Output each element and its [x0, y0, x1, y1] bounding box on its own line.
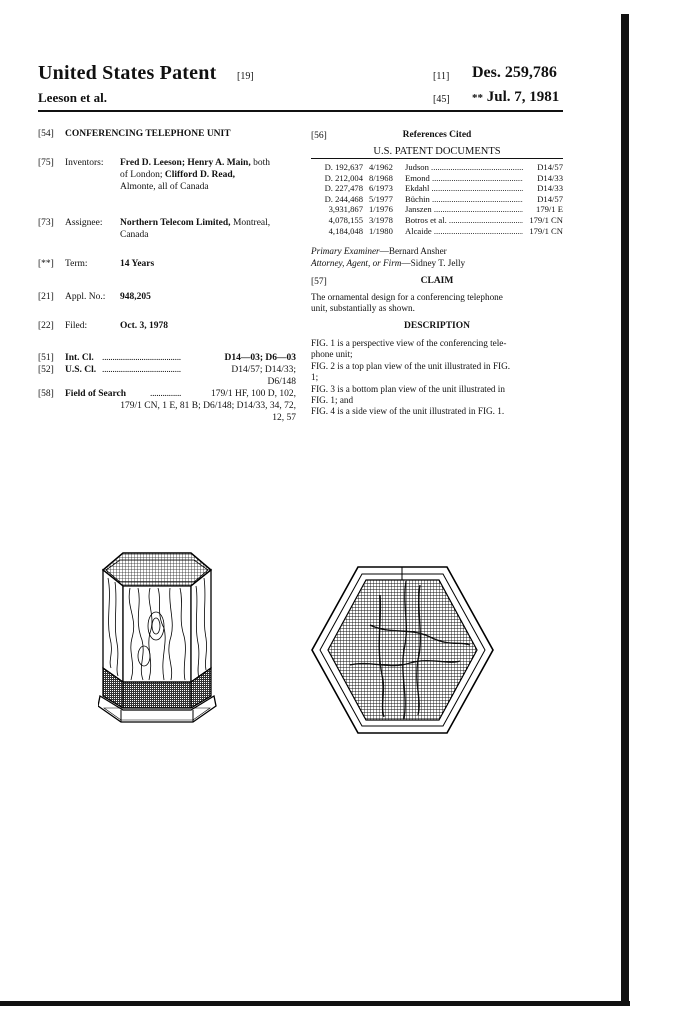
reference-number: D. 192,637 — [324, 162, 363, 172]
reference-number: 4,184,048 — [328, 225, 363, 236]
application-number: 948,205 — [120, 292, 151, 302]
field-code: [56] — [311, 131, 327, 141]
attorney-label: Attorney, Agent, or Firm — [311, 258, 402, 268]
patent-number: Des. 259,786 — [472, 64, 557, 81]
description-line: FIG. 1; and — [311, 395, 354, 406]
reference-name — [405, 194, 523, 205]
int-cl-text: D14—03; D6—03 — [224, 353, 296, 363]
filed-date: Oct. 3, 1978 — [120, 321, 169, 331]
figure-1-perspective-drawing — [98, 548, 233, 738]
reference-name-text: Ekdahl — [405, 183, 430, 194]
description-line: FIG. 2 is a top plan view of the unit illustrated in FIG. — [311, 360, 511, 371]
reference-date: 1/1976 — [369, 204, 393, 215]
patent-date — [472, 89, 559, 106]
leader-dots: ...................................... — [102, 353, 181, 363]
field-label: Field of Search — [65, 389, 127, 399]
reference-class: D14/57 — [537, 162, 563, 172]
inventor-text: of London; — [120, 170, 165, 180]
reference-row — [311, 226, 563, 237]
reference-class: D14/57 — [537, 193, 563, 204]
inventor-names: Fred D. Leeson; Henry A. Main, — [120, 158, 251, 168]
description-line: 1; — [311, 372, 319, 383]
field-code: [57] — [311, 277, 327, 287]
inventor-text: both — [250, 158, 270, 168]
reference-class: D14/33 — [537, 172, 563, 183]
heading-code: [19] — [237, 71, 254, 82]
field-label: Int. Cl. — [65, 353, 94, 363]
bottom-edge-rule — [0, 1001, 630, 1006]
header-rule — [38, 110, 563, 112]
claim-title: CLAIM — [420, 276, 454, 286]
reference-number: 3,931,867 — [328, 204, 363, 215]
assignee-text: Montreal, — [230, 218, 271, 228]
field-label: Assignee: — [65, 218, 103, 228]
reference-class: 179/1 CN — [529, 214, 563, 225]
reference-number: 4,078,155 — [328, 214, 363, 225]
us-cl-value-2: D6/148 — [267, 377, 296, 387]
patent-heading: United States Patent — [38, 62, 217, 84]
references-table — [311, 162, 563, 236]
attorney-name: —Sidney T. Jelly — [401, 258, 466, 268]
reference-name-text: Janszen — [405, 204, 432, 215]
description-line: FIG. 4 is a side view of the unit illustrated in FIG. 1. — [311, 406, 505, 417]
assignee-name: Northern Telecom Limited, — [120, 218, 231, 228]
reference-row — [311, 183, 563, 194]
field-label: Term: — [65, 259, 88, 269]
references-rule — [311, 158, 563, 159]
term-field — [38, 258, 296, 270]
field-code: [52] — [38, 365, 54, 375]
field-label: U.S. Cl. — [65, 365, 97, 375]
assignee-field — [38, 217, 296, 243]
field-code: [**] — [38, 259, 54, 269]
leader-dots — [432, 204, 523, 214]
reference-class: D14/33 — [537, 183, 563, 194]
assignee-text: Canada — [120, 230, 149, 240]
figure-2-top-plan-drawing — [310, 565, 495, 735]
reference-date: 6/1973 — [369, 183, 393, 194]
reference-row — [311, 194, 563, 205]
leader-dots — [429, 162, 523, 172]
description-line: phone unit; — [311, 349, 353, 360]
reference-class: 179/1 E — [536, 204, 563, 215]
inventor-names: Clifford D. Read, — [164, 170, 236, 180]
field-code: [73] — [38, 218, 54, 228]
reference-class: 179/1 CN — [529, 225, 563, 236]
number-code: [11] — [433, 71, 450, 82]
reference-name — [405, 215, 523, 226]
inventors-field — [38, 157, 296, 197]
field-code: [75] — [38, 158, 54, 168]
date-mark: ** — [472, 92, 483, 104]
leader-dots: ...................................... — [102, 365, 181, 375]
reference-date: 8/1968 — [369, 172, 393, 183]
leader-dots — [430, 194, 523, 204]
search-line-2: 179/1 CN, 1 E, 81 B; D6/148; D14/33, 34, 72, — [120, 401, 296, 411]
reference-row — [311, 173, 563, 184]
attorney-line — [311, 258, 563, 269]
field-of-search — [38, 388, 296, 428]
reference-date: 4/1962 — [369, 162, 393, 172]
reference-row — [311, 204, 563, 215]
authors: Leeson et al. — [38, 90, 107, 105]
reference-name — [405, 173, 523, 184]
field-label: Appl. No.: — [65, 292, 106, 302]
field-code: [22] — [38, 321, 54, 331]
reference-name-text: Judson — [405, 162, 429, 172]
reference-row — [311, 215, 563, 226]
date-code: [45] — [433, 94, 450, 105]
reference-row — [311, 162, 563, 173]
leader-dots — [430, 173, 523, 183]
filed-field — [38, 320, 296, 332]
leader-dots — [429, 183, 523, 193]
int-cl-value — [224, 352, 296, 364]
reference-name — [405, 183, 523, 194]
field-label: Filed: — [65, 321, 88, 331]
leader-dots — [447, 215, 523, 225]
field-code: [21] — [38, 292, 54, 302]
application-field — [38, 291, 296, 303]
reference-date: 5/1977 — [369, 193, 393, 204]
reference-name — [405, 226, 523, 237]
inventor-location: Almonte, all of Canada — [120, 182, 209, 192]
description-title: DESCRIPTION — [404, 321, 470, 331]
reference-name — [405, 162, 523, 173]
term-value: 14 Years — [120, 259, 155, 269]
examiner-line — [311, 246, 563, 257]
references-subtitle: U.S. PATENT DOCUMENTS — [373, 146, 501, 157]
claim-line: The ornamental design for a conferencing telephone — [311, 292, 503, 302]
field-label: Inventors: — [65, 158, 104, 168]
description-line: FIG. 3 is a bottom plan view of the unit illustrated in — [311, 383, 505, 394]
description-text — [311, 338, 569, 418]
reference-name — [405, 204, 523, 215]
invention-title: CONFERENCING TELEPHONE UNIT — [65, 129, 231, 139]
examiner-name: —Bernard Ansher — [379, 246, 447, 256]
inventors-value — [120, 157, 298, 193]
reference-name-text: Botros et al. — [405, 214, 447, 225]
reference-name-text: Emond — [405, 172, 430, 183]
search-line-3: 12, 57 — [272, 413, 296, 423]
assignee-value — [120, 217, 298, 241]
field-code: [51] — [38, 353, 54, 363]
description-line: FIG. 1 is a perspective view of the conferencing tele- — [311, 338, 507, 348]
right-edge-rule — [621, 14, 629, 1006]
us-cl-value: D14/57; D14/33; — [231, 365, 296, 375]
date-value: Jul. 7, 1981 — [486, 89, 560, 105]
field-code: [54] — [38, 129, 54, 139]
reference-number: D. 227,478 — [324, 183, 363, 194]
reference-name-text: Büchin — [405, 193, 430, 204]
claim-line: unit, substantially as shown. — [311, 303, 415, 314]
us-cl-field — [38, 364, 296, 388]
reference-number: D. 244,468 — [324, 193, 363, 204]
reference-date: 3/1978 — [369, 214, 393, 225]
references-title: References Cited — [402, 130, 472, 140]
search-line-1: 179/1 HF, 100 D, 102, — [210, 389, 296, 399]
claim-text — [311, 292, 567, 315]
leader-dots — [432, 226, 523, 236]
int-cl-field — [38, 352, 296, 364]
reference-date: 1/1980 — [369, 225, 393, 236]
examiner-label: Primary Examiner — [311, 246, 380, 256]
reference-number: D. 212,004 — [324, 172, 363, 183]
leader-dots: ............... — [150, 389, 182, 399]
field-code: [58] — [38, 389, 54, 399]
reference-name-text: Alcaide — [405, 225, 432, 236]
